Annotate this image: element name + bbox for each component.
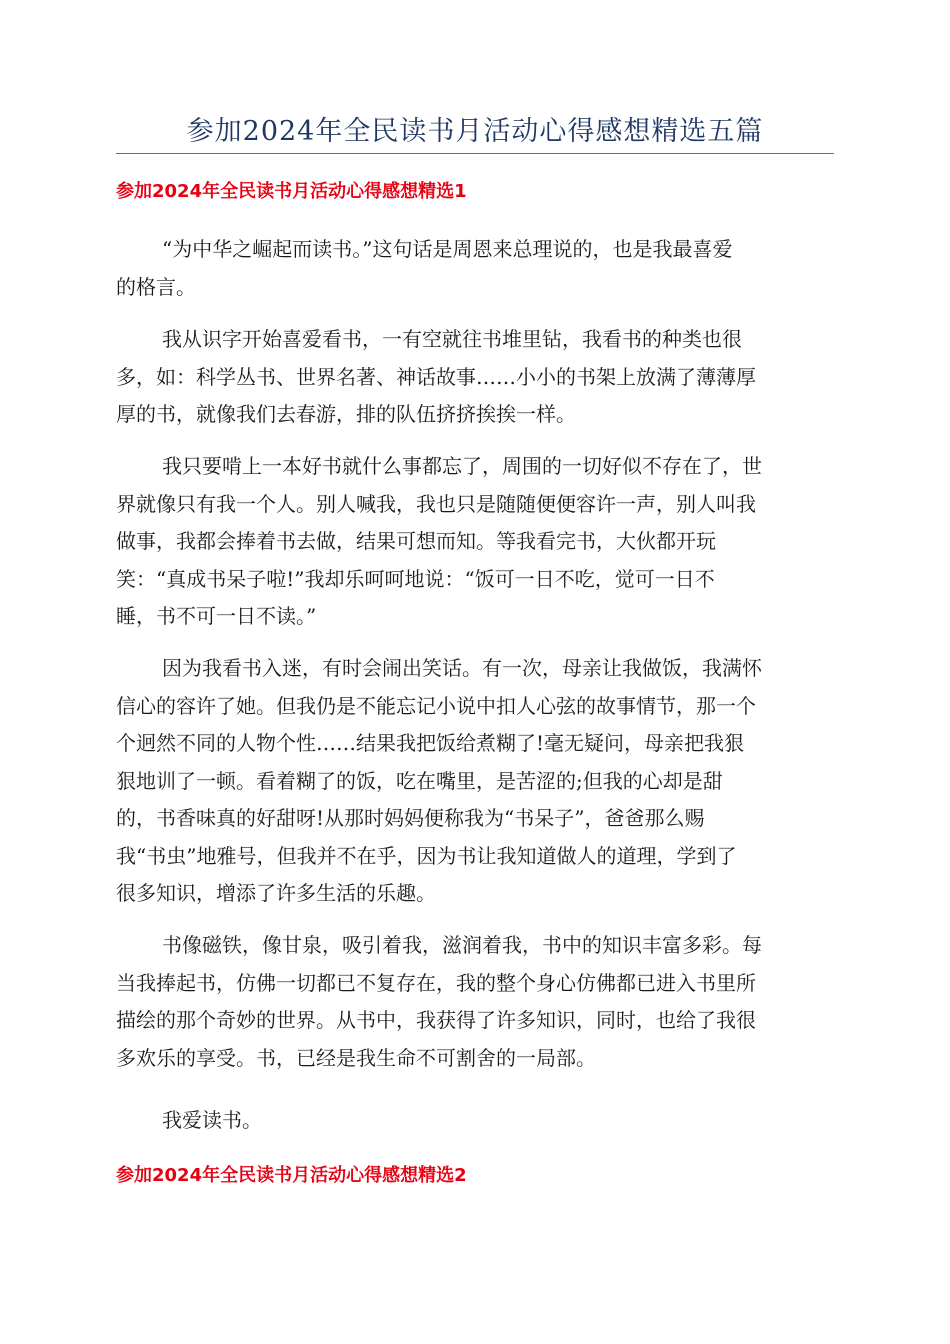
paragraph-line: 我“书虫”地雅号，但我并不在乎，因为书让我知道做人的道理，学到了 [116, 843, 737, 868]
paragraph-6 [116, 1102, 834, 1140]
paragraph-line: 的格言。 [116, 274, 196, 299]
paragraph-1 [116, 231, 834, 306]
section-heading-1: 参加2024年全民读书月活动心得感想精选1 [116, 181, 467, 202]
paragraph-line: 多欢乐的享受。书，已经是我生命不可割舍的一局部。 [116, 1045, 596, 1070]
paragraph-line: 多，如：科学丛书、世界名著、神话故事……小小的书架上放满了薄薄厚 [116, 364, 756, 389]
paragraph-line: 睡，书不可一日不读。” [116, 604, 317, 628]
paragraph-3 [116, 448, 834, 636]
paragraph-line: 信心的容许了她。但我仍是不能忘记小说中扣人心弦的故事情节，那一个 [116, 693, 756, 718]
section-heading-2: 参加2024年全民读书月活动心得感想精选2 [116, 1165, 467, 1186]
paragraph-line: 我从识字开始喜爱看书，一有空就往书堆里钻，我看书的种类也很 [162, 327, 742, 351]
paragraph-line: 当我捧起书，仿佛一切都已不复存在，我的整个身心仿佛都已进入书里所 [116, 970, 756, 995]
paragraph-line: 很多知识，增添了许多生活的乐趣。 [116, 881, 436, 905]
paragraph-line: 我爱读书。 [162, 1108, 262, 1132]
paragraph-line: 书像磁铁，像甘泉，吸引着我，滋润着我，书中的知识丰富多彩。每 [162, 933, 762, 957]
title-underline [116, 153, 834, 154]
paragraph-2 [116, 321, 834, 434]
paragraph-line: 我只要啃上一本好书就什么事都忘了，周围的一切好似不存在了，世 [162, 454, 762, 478]
paragraph-line: 的，书香味真的好甜呀!从那时妈妈便称我为“书呆子”，爸爸那么赐 [116, 806, 705, 830]
paragraph-line: 描绘的那个奇妙的世界。从书中，我获得了许多知识，同时，也给了我很 [116, 1008, 756, 1032]
document-title: 参加2024年全民读书月活动心得感想精选五篇 [186, 116, 764, 147]
paragraph-5 [116, 927, 834, 1077]
paragraph-line: 界就像只有我一个人。别人喊我，我也只是随随便便容许一声，别人叫我 [116, 491, 756, 516]
paragraph-line: 笑：“真成书呆子啦!”我却乐呵呵地说：“饭可一日不吃，觉可一日不 [116, 566, 715, 591]
paragraph-line: 做事，我都会捧着书去做，结果可想而知。等我看完书，大伙都开玩 [116, 529, 716, 553]
paragraph-line: 厚的书，就像我们去春游，排的队伍挤挤挨挨一样。 [116, 402, 576, 426]
paragraph-line: 因为我看书入迷，有时会闹出笑话。有一次，母亲让我做饭，我满怀 [162, 656, 762, 680]
paragraph-4 [116, 650, 834, 913]
paragraph-line: 狠地训了一顿。看着糊了的饭，吃在嘴里，是苦涩的;但我的心却是甜 [116, 768, 723, 793]
paragraph-line: “为中华之崛起而读书。”这句话是周恩来总理说的，也是我最喜爱 [162, 237, 733, 261]
paragraph-line: 个迥然不同的人物个性……结果我把饭给煮糊了!毫无疑问，母亲把我狠 [116, 731, 745, 755]
